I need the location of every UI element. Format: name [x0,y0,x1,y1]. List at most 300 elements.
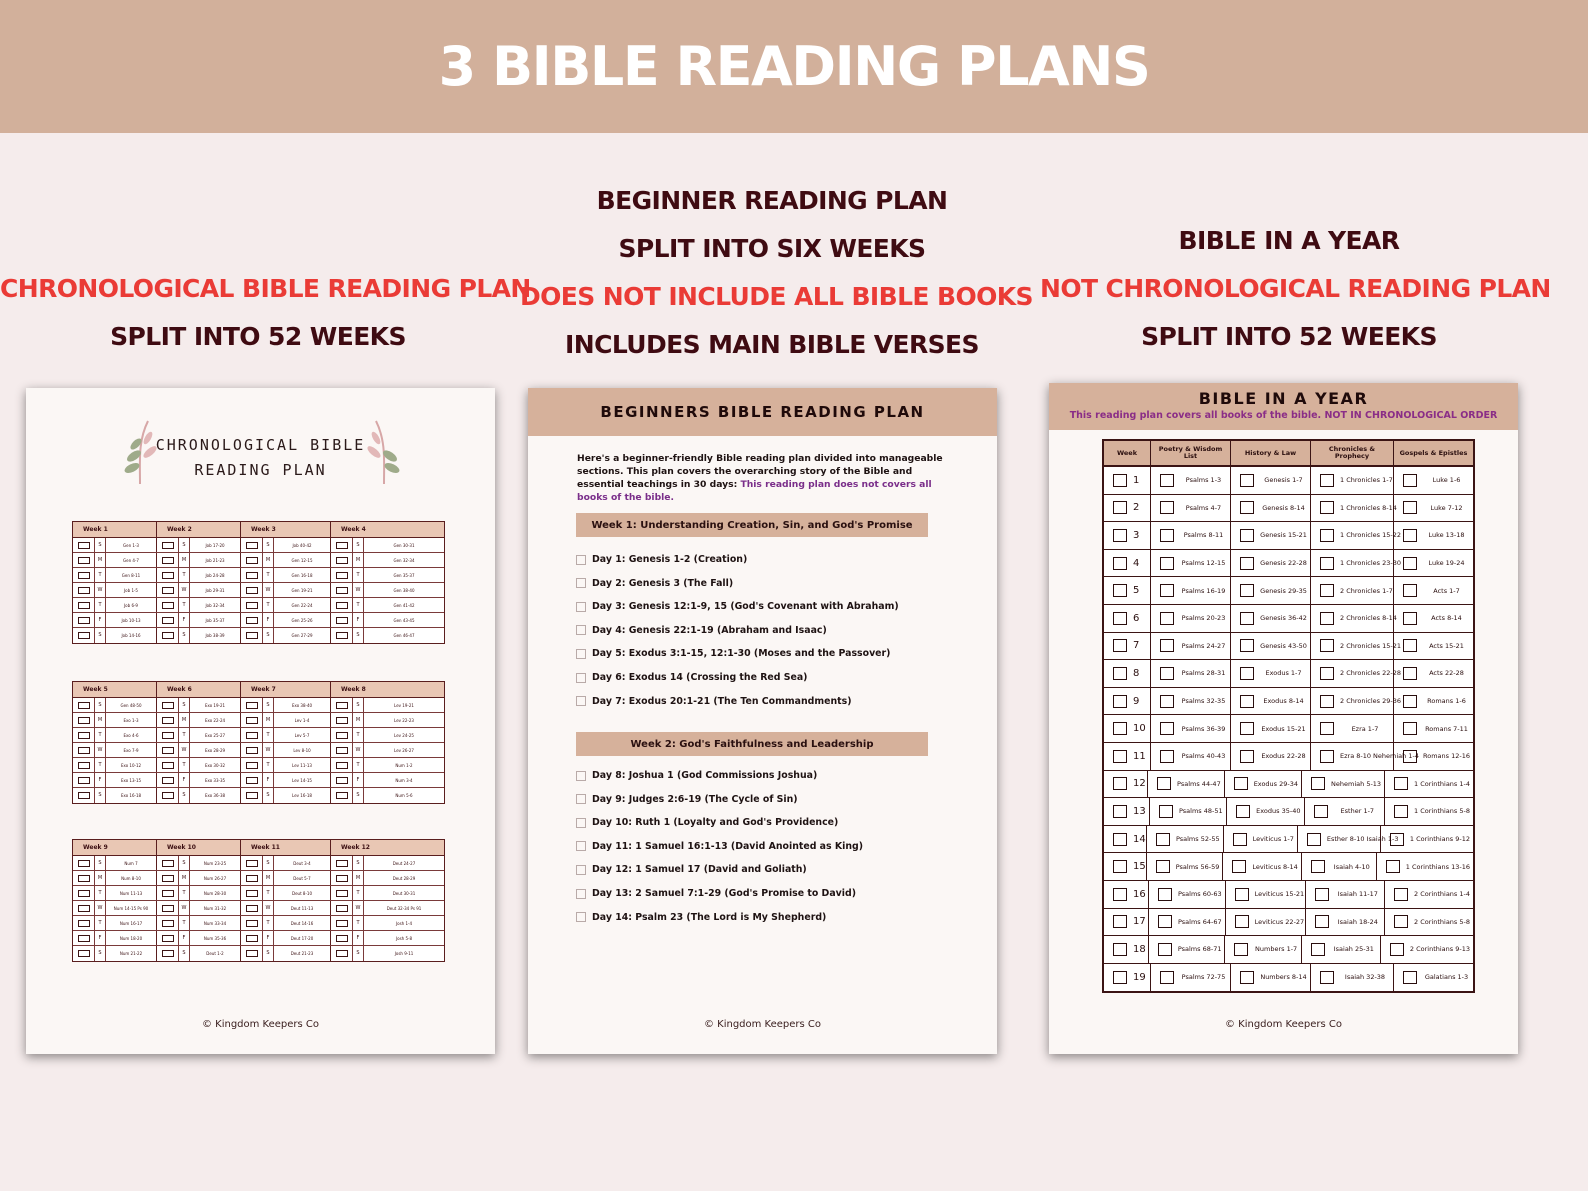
checkbox[interactable] [1158,943,1172,956]
page3-footer: © Kingdom Keepers Co [1224,1019,1343,1030]
table-cell [1151,577,1231,604]
checkbox[interactable] [78,890,90,897]
checkbox[interactable] [78,747,90,754]
checkbox[interactable] [1307,833,1321,846]
checkbox[interactable] [246,587,258,594]
checkbox[interactable] [1113,805,1127,818]
checkbox[interactable] [1320,557,1334,570]
checkbox[interactable] [1403,639,1417,652]
checkbox[interactable] [576,649,586,659]
checkbox[interactable] [336,632,348,639]
checkbox[interactable] [1394,915,1408,928]
checkbox[interactable] [1113,860,1127,873]
day-item[interactable] [576,672,807,683]
checkbox[interactable] [1320,750,1334,763]
checkbox[interactable] [1160,501,1174,514]
checkbox[interactable] [78,732,90,739]
checkbox[interactable] [246,762,258,769]
reading-ref: Psalms 40-43 [1181,752,1226,761]
day-label: Day 9: Judges 2:6-19 (The Cycle of Sin) [592,793,798,805]
checkbox[interactable] [246,717,258,724]
checkbox[interactable] [1403,667,1417,680]
checkbox[interactable] [1113,695,1127,708]
checkbox[interactable] [1113,474,1127,487]
checkbox[interactable] [1158,915,1172,928]
checkbox[interactable] [246,732,258,739]
reading-ref: Psalms 20-23 [1181,614,1226,623]
day-cell [331,613,444,627]
checkbox[interactable] [246,935,258,942]
checkbox[interactable] [162,860,174,867]
reading-ref: Psalms 24-27 [1181,641,1226,650]
week-table-row [73,613,444,628]
day-cell [73,788,157,803]
reading-ref: Exo 1-3 [123,717,139,723]
checkbox[interactable] [246,747,258,754]
checkbox[interactable] [1160,667,1174,680]
checkbox[interactable] [576,889,586,899]
checkbox[interactable] [1314,805,1328,818]
checkbox[interactable] [1156,833,1170,846]
checkbox[interactable] [1403,584,1417,597]
reading-ref: Psalms 8-11 [1183,531,1224,540]
checkbox[interactable] [1113,501,1127,514]
checkbox[interactable] [78,542,90,549]
caption-left-2: SPLIT INTO 52 WEEKS [110,322,406,351]
week-number: 16 [1133,888,1146,900]
checkbox[interactable] [1311,860,1325,873]
day-letter: W [352,743,364,757]
beginner-plan-page [528,388,997,1054]
caption-left-1: CHRONOLOGICAL BIBLE READING PLAN [0,274,531,303]
checkbox[interactable] [1160,612,1174,625]
reading-ref: Numbers 8-14 [1260,973,1307,982]
checkbox[interactable] [1320,695,1334,708]
checkbox[interactable] [1232,860,1246,873]
checkbox[interactable] [576,794,586,804]
checkbox[interactable] [1240,639,1254,652]
reading-ref: Num 35-36 [203,935,227,941]
checkbox[interactable] [1403,722,1417,735]
checkbox[interactable] [246,632,258,639]
checkbox[interactable] [1240,557,1254,570]
checkbox[interactable] [1320,501,1334,514]
checkbox[interactable] [1403,750,1417,763]
table-cell [1148,771,1225,798]
day-letter: F [262,613,274,627]
caption-right-1: BIBLE IN A YEAR [1178,226,1400,255]
day-item[interactable] [576,554,747,565]
checkbox[interactable] [336,890,348,897]
checkbox[interactable] [1160,557,1174,570]
checkbox[interactable] [1160,695,1174,708]
day-letter: S [262,788,274,803]
checkbox[interactable] [246,792,258,799]
checkbox[interactable] [1160,529,1174,542]
reading-ref: Num 16-17 [119,920,143,926]
checkbox[interactable] [162,747,174,754]
day-item[interactable] [576,601,899,612]
table-body [1104,467,1473,991]
checkbox[interactable] [78,905,90,912]
checkbox[interactable] [1235,888,1249,901]
page2-intro [577,452,947,504]
day-letter: M [352,553,364,567]
day-item[interactable] [576,864,807,875]
day-cell [157,583,241,597]
checkbox[interactable] [1240,971,1254,984]
day-label: Day 11: 1 Samuel 16:1-13 (David Anointed as King) [592,840,864,852]
day-letter: T [352,728,364,742]
checkbox[interactable] [1235,915,1249,928]
checkbox[interactable] [78,557,90,564]
checkbox[interactable] [78,860,90,867]
checkbox[interactable] [78,702,90,709]
table-cell [1311,550,1402,577]
checkbox[interactable] [336,542,348,549]
day-item[interactable] [576,770,817,781]
day-letter: M [262,871,274,885]
checkbox[interactable] [1233,833,1247,846]
checkbox[interactable] [162,792,174,799]
checkbox[interactable] [1159,805,1173,818]
checkbox[interactable] [162,950,174,957]
reading-ref: 2 Chronicles 15-21 [1340,641,1402,650]
checkbox[interactable] [246,702,258,709]
checkbox[interactable] [246,542,258,549]
checkbox[interactable] [246,950,258,957]
checkbox[interactable] [1113,557,1127,570]
day-cell [157,538,241,552]
checkbox[interactable] [1320,971,1334,984]
checkbox[interactable] [246,617,258,624]
checkbox[interactable] [1315,888,1329,901]
checkbox[interactable] [1240,529,1254,542]
checkbox[interactable] [162,602,174,609]
checkbox[interactable] [1403,695,1417,708]
checkbox[interactable] [576,771,586,781]
checkbox[interactable] [576,841,586,851]
checkbox[interactable] [162,632,174,639]
checkbox[interactable] [1160,750,1174,763]
checkbox[interactable] [1234,777,1248,790]
checkbox[interactable] [1403,501,1417,514]
day-cell [241,758,331,772]
checkbox[interactable] [162,777,174,784]
table-cell [1311,467,1394,494]
day-letter: T [178,728,190,742]
checkbox[interactable] [336,747,348,754]
table-cell [1149,936,1226,963]
reading-ref: Gen 35-37 [393,572,415,578]
reading-ref: Psalms 1-3 [1185,476,1222,485]
checkbox[interactable] [162,542,174,549]
checkbox[interactable] [336,777,348,784]
checkbox[interactable] [576,625,586,635]
checkbox[interactable] [336,905,348,912]
checkbox[interactable] [162,557,174,564]
checkbox[interactable] [336,920,348,927]
checkbox[interactable] [246,905,258,912]
day-cell [157,901,241,915]
checkbox[interactable] [78,777,90,784]
checkbox[interactable] [1113,777,1127,790]
checkbox[interactable] [336,950,348,957]
checkbox[interactable] [1320,722,1334,735]
table-cell [1147,826,1224,853]
checkbox[interactable] [1240,750,1254,763]
checkbox[interactable] [78,602,90,609]
checkbox[interactable] [1160,474,1174,487]
day-letter: S [262,628,274,643]
day-label: Day 5: Exodus 3:1-15, 12:1-30 (Moses and the Passover) [592,648,891,660]
reading-ref: Exodus 1-7 [1265,669,1302,678]
reading-ref: Num 21-22 [119,951,143,956]
day-cell [157,886,241,900]
checkbox[interactable] [78,935,90,942]
checkbox[interactable] [1240,501,1254,514]
day-label: Day 6: Exodus 14 (Crossing the Red Sea) [592,672,808,683]
checkbox[interactable] [336,935,348,942]
checkbox[interactable] [1113,888,1127,901]
day-item[interactable] [576,648,890,659]
reading-ref: Job 40-42 [292,542,312,548]
checkbox[interactable] [78,617,90,624]
checkbox[interactable] [1113,750,1127,763]
checkbox[interactable] [246,777,258,784]
checkbox[interactable] [1113,639,1127,652]
checkbox[interactable] [1113,943,1127,956]
reading-ref: 1 Corinthians 13-16 [1405,862,1470,871]
day-cell [157,871,241,885]
reading-ref: Gen 43-45 [393,617,415,623]
reading-ref: Genesis 1-7 [1264,476,1303,485]
checkbox[interactable] [576,696,586,706]
checkbox[interactable] [162,732,174,739]
checkbox[interactable] [1240,695,1254,708]
checkbox[interactable] [1234,943,1248,956]
day-item[interactable] [576,794,798,805]
checkbox[interactable] [1320,667,1334,680]
checkbox[interactable] [162,717,174,724]
week-label: Week 9 [73,840,157,855]
checkbox[interactable] [1390,833,1404,846]
day-letter: T [352,598,364,612]
day-item[interactable] [576,912,826,923]
day-item[interactable] [576,696,852,707]
checkbox[interactable] [336,732,348,739]
checkbox[interactable] [336,702,348,709]
day-cell [73,931,157,945]
checkbox[interactable] [1240,474,1254,487]
day-item[interactable] [576,578,733,589]
checkbox[interactable] [162,920,174,927]
week-number: 11 [1133,750,1146,762]
checkbox[interactable] [162,762,174,769]
checkbox[interactable] [1113,915,1127,928]
checkbox[interactable] [1320,529,1334,542]
checkbox[interactable] [246,572,258,579]
day-cell [331,538,444,552]
checkbox[interactable] [1113,612,1127,625]
checkbox[interactable] [1236,805,1250,818]
reading-ref: Gen 41-42 [393,602,415,608]
checkbox[interactable] [336,617,348,624]
reading-ref: Num 8-10 [121,875,141,881]
reading-ref: Deut 21-23 [290,951,314,956]
checkbox[interactable] [576,912,586,922]
checkbox[interactable] [1113,971,1127,984]
day-item[interactable] [576,841,863,852]
checkbox[interactable] [576,865,586,875]
checkbox[interactable] [1390,943,1404,956]
checkbox[interactable] [78,920,90,927]
checkbox[interactable] [1311,943,1325,956]
checkbox[interactable] [576,818,586,828]
checkbox[interactable] [78,587,90,594]
checkbox[interactable] [1240,584,1254,597]
checkbox[interactable] [336,875,348,882]
checkbox[interactable] [246,920,258,927]
checkbox[interactable] [246,860,258,867]
checkbox[interactable] [1403,474,1417,487]
reading-ref: Romans 7-11 [1425,724,1468,733]
checkbox[interactable] [78,875,90,882]
checkbox[interactable] [246,890,258,897]
checkbox[interactable] [162,890,174,897]
reading-ref: Lev 14-15 [292,777,312,783]
checkbox[interactable] [576,555,586,565]
day-cell [157,698,241,712]
checkbox[interactable] [78,632,90,639]
reading-ref: 2 Chronicles 8-14 [1340,614,1397,623]
reading-ref: Exo 30-32 [204,762,226,768]
checkbox[interactable] [1160,722,1174,735]
checkbox[interactable] [162,572,174,579]
checkbox[interactable] [1403,612,1417,625]
checkbox[interactable] [78,717,90,724]
checkbox[interactable] [162,587,174,594]
checkbox[interactable] [1240,667,1254,680]
checkbox[interactable] [1320,639,1334,652]
day-cell [157,773,241,787]
checkbox[interactable] [1160,584,1174,597]
checkbox[interactable] [162,905,174,912]
day-item[interactable] [576,817,838,828]
checkbox[interactable] [1158,888,1172,901]
checkbox[interactable] [1160,639,1174,652]
checkbox[interactable] [1394,777,1408,790]
day-cell [73,743,157,757]
checkbox[interactable] [162,935,174,942]
checkbox[interactable] [1113,667,1127,680]
checkbox[interactable] [576,578,586,588]
day-cell [241,856,331,870]
checkbox[interactable] [576,602,586,612]
intro-highlight: This reading plan does not covers all books of the bible. [577,479,932,503]
checkbox[interactable] [78,950,90,957]
checkbox[interactable] [336,717,348,724]
checkbox[interactable] [1403,529,1417,542]
checkbox[interactable] [1315,915,1329,928]
reading-ref: Deut 8-10 [292,890,312,896]
checkbox[interactable] [336,792,348,799]
day-letter: F [352,773,364,787]
checkbox[interactable] [1386,860,1400,873]
checkbox[interactable] [336,557,348,564]
checkbox[interactable] [162,875,174,882]
reading-ref: Job 21-23 [205,557,225,563]
reading-ref: Deut 14-16 [290,920,314,926]
checkbox[interactable] [1113,722,1127,735]
reading-ref: Psalms 64-67 [1177,917,1222,926]
checkbox[interactable] [78,572,90,579]
checkbox[interactable] [78,792,90,799]
checkbox[interactable] [246,602,258,609]
checkbox[interactable] [336,587,348,594]
day-letter: M [94,553,106,567]
day-letter: S [94,628,106,643]
reading-ref: 1 Corinthians 1-4 [1414,779,1470,788]
day-item[interactable] [576,625,827,636]
checkbox[interactable] [1113,529,1127,542]
checkbox[interactable] [162,702,174,709]
checkbox[interactable] [1311,777,1325,790]
checkbox[interactable] [1403,971,1417,984]
checkbox[interactable] [576,673,586,683]
checkbox[interactable] [336,572,348,579]
day-item[interactable] [576,888,856,899]
checkbox[interactable] [1240,722,1254,735]
checkbox[interactable] [1320,584,1334,597]
checkbox[interactable] [1403,557,1417,570]
checkbox[interactable] [1320,612,1334,625]
checkbox[interactable] [1394,805,1408,818]
reading-ref: Lev 1-4 [294,717,310,723]
checkbox[interactable] [1113,584,1127,597]
reading-ref: Exo 33-35 [204,777,226,783]
checkbox[interactable] [1113,833,1127,846]
checkbox[interactable] [336,762,348,769]
reading-ref: Acts 8-14 [1431,614,1462,623]
day-letter: F [352,613,364,627]
table-cell [1226,909,1306,936]
reading-ref: 2 Chronicles 29-36 [1340,697,1402,706]
reading-ref: Exo 19-21 [204,702,226,708]
checkbox[interactable] [336,602,348,609]
table-cell [1302,771,1385,798]
checkbox[interactable] [1394,888,1408,901]
reading-ref: Num 5-6 [395,793,413,798]
reading-ref: Psalms 56-59 [1175,862,1220,871]
reading-ref: Lev 8-10 [293,747,311,753]
day-letter: S [262,946,274,961]
checkbox[interactable] [246,557,258,564]
day-cell [241,568,331,582]
week-number: 9 [1133,695,1140,707]
checkbox[interactable] [162,617,174,624]
day-letter: T [94,728,106,742]
checkbox[interactable] [78,762,90,769]
checkbox[interactable] [1156,860,1170,873]
checkbox[interactable] [336,860,348,867]
checkbox[interactable] [1157,777,1171,790]
day-cell [73,698,157,712]
checkbox[interactable] [1320,474,1334,487]
checkbox[interactable] [1240,612,1254,625]
checkbox[interactable] [246,875,258,882]
checkbox[interactable] [1160,971,1174,984]
